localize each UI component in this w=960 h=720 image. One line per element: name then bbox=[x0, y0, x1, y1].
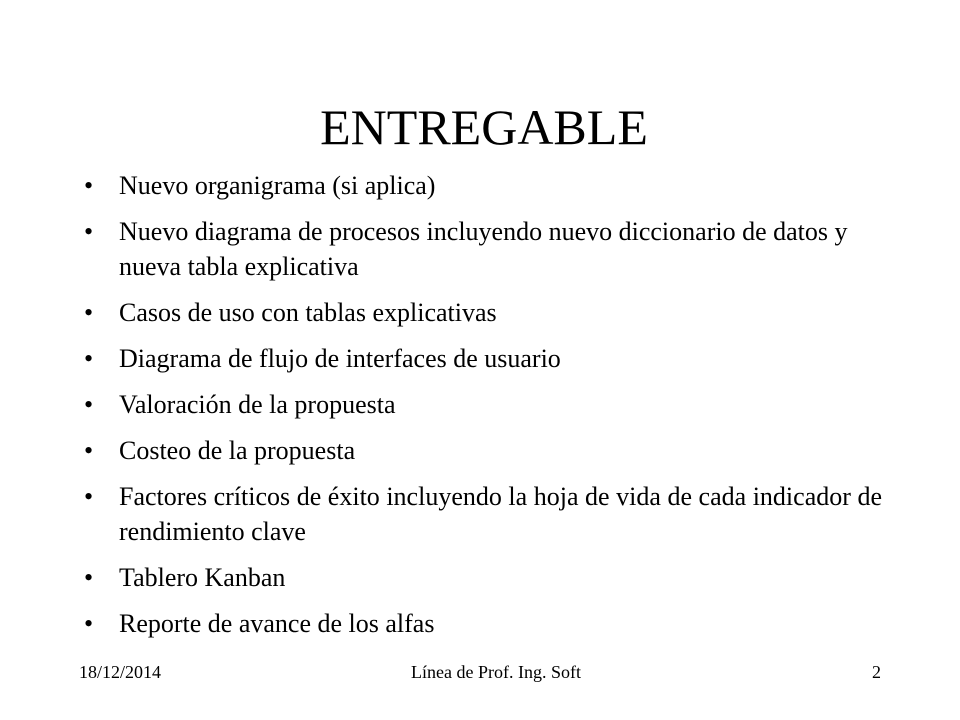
list-item bbox=[80, 341, 882, 376]
list-item bbox=[80, 479, 882, 549]
footer-course: Línea de Prof. Ing. Soft bbox=[411, 662, 581, 682]
list-item bbox=[80, 560, 882, 595]
list-item bbox=[80, 295, 882, 330]
bullet-icon: • bbox=[84, 344, 94, 373]
list-item-text: Diagrama de flujo de interfaces de usuario bbox=[119, 344, 561, 373]
list-item-text: Costeo de la propuesta bbox=[119, 436, 356, 465]
list-item-text: Casos de uso con tablas explicativas bbox=[119, 298, 497, 327]
bullet-icon: • bbox=[84, 217, 94, 246]
list-item bbox=[80, 168, 882, 203]
list-item-text: Tablero Kanban bbox=[119, 563, 286, 592]
list-item-text: Nuevo organigrama (si aplica) bbox=[119, 171, 436, 200]
bullet-icon: • bbox=[84, 171, 94, 200]
list-item-text: Valoración de la propuesta bbox=[119, 390, 396, 419]
list-item-text: Factores críticos de éxito incluyendo la hoja de vida de cada indicador de rendimiento clave bbox=[119, 482, 882, 546]
bullet-icon: • bbox=[84, 609, 94, 638]
list-item bbox=[80, 433, 882, 468]
bullet-icon: • bbox=[84, 390, 94, 419]
list-item bbox=[80, 606, 882, 641]
bullet-list bbox=[80, 168, 882, 652]
page-number: 2 bbox=[872, 662, 881, 682]
bullet-icon: • bbox=[84, 482, 94, 511]
slide-title: ENTREGABLE bbox=[320, 99, 648, 155]
list-item bbox=[80, 214, 882, 284]
list-item bbox=[80, 387, 882, 422]
bullet-icon: • bbox=[84, 436, 94, 465]
list-item-text: Nuevo diagrama de procesos incluyendo nuevo diccionario de datos y nueva tabla explicativa bbox=[119, 217, 848, 281]
bullet-icon: • bbox=[84, 563, 94, 592]
footer-date: 18/12/2014 bbox=[79, 662, 162, 682]
list-item-text: Reporte de avance de los alfas bbox=[119, 609, 435, 638]
bullet-icon: • bbox=[84, 298, 94, 327]
